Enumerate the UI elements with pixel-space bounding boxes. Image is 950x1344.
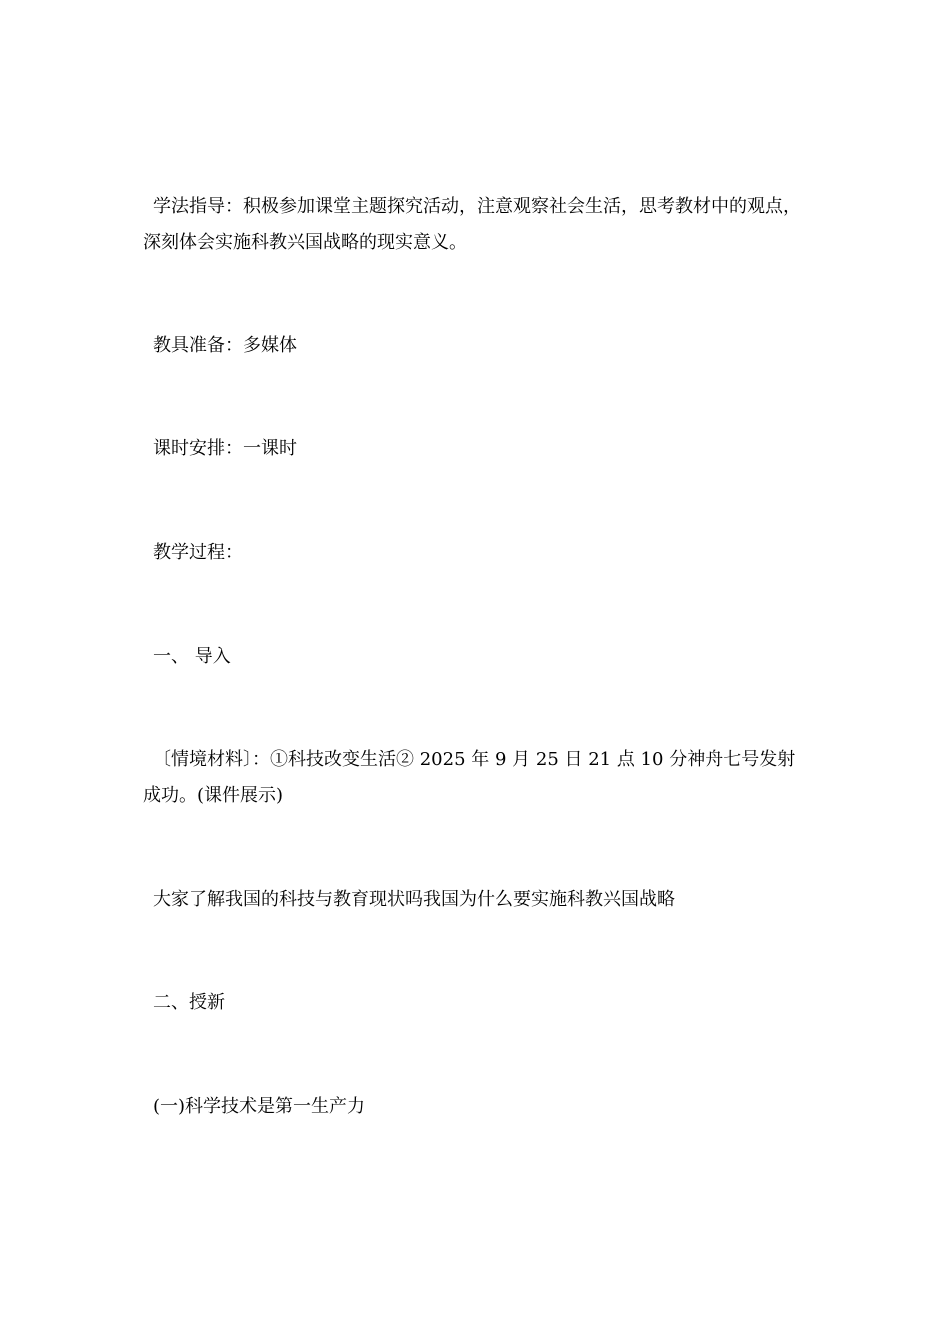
teaching-aids-paragraph: 教具准备：多媒体	[153, 335, 297, 356]
study-method-paragraph: 学法指导：积极参加课堂主题探究活动，注意观察社会生活，思考教材中的观点，深刻体会实施科教兴国战略的现实意义。	[143, 196, 801, 253]
section-introduction-heading: 一、 导入	[153, 646, 231, 667]
section-new-lesson-heading: 二、授新	[153, 992, 225, 1013]
class-hours-paragraph: 课时安排：一课时	[153, 438, 297, 459]
teaching-process-heading: 教学过程：	[153, 542, 243, 563]
subsection-productivity-heading: (一)科学技术是第一生产力	[153, 1096, 366, 1117]
situation-material-paragraph: 〔情境材料〕：①科技改变生活② 2025 年 9 月 25 日 21 点 10 分神舟七号发射成功。(课件展示)	[143, 749, 796, 806]
question-paragraph: 大家了解我国的科技与教育现状吗我国为什么要实施科教兴国战略	[153, 889, 675, 910]
